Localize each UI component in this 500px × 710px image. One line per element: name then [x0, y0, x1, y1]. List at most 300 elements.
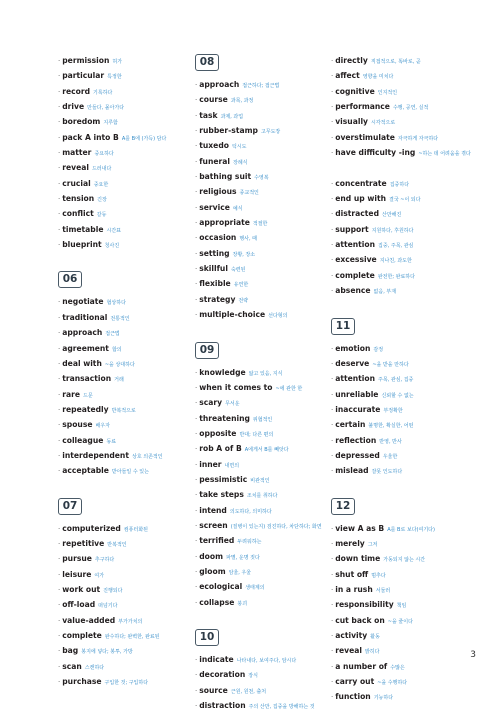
vocab-meaning: 적절한: [252, 221, 268, 228]
vocab-meaning: 기능하다: [373, 695, 394, 702]
bullet-icon: ·: [195, 552, 198, 561]
bullet-icon: ·: [195, 491, 198, 500]
vocab-item: [331, 127, 491, 142]
vocab-item: [195, 695, 327, 710]
bullet-icon: ·: [58, 539, 61, 548]
bullet-icon: ·: [195, 96, 198, 105]
vocab-word: repetitive: [62, 538, 105, 548]
vocab-word: threatening: [199, 413, 250, 423]
bullet-icon: ·: [58, 195, 61, 204]
vocab-word: directly: [335, 56, 368, 65]
vocab-meaning: 인지적인: [377, 89, 398, 96]
vocab-meaning: 반영, 반사: [379, 438, 402, 445]
bullet-icon: ·: [331, 225, 334, 234]
vocab-list: [58, 291, 180, 475]
bullet-icon: ·: [58, 225, 61, 234]
vocab-word: when it comes to: [199, 382, 273, 392]
vocab-meaning: 허가: [112, 59, 123, 65]
vocab-word: rob A of B: [199, 444, 242, 454]
vocab-word: reveal: [335, 646, 362, 656]
bullet-icon: ·: [195, 475, 198, 484]
vocab-item: [58, 399, 180, 414]
bullet-icon: ·: [331, 405, 334, 414]
vocab-word: terrified: [199, 536, 235, 546]
vocab-meaning: 의도하다, 의미하다: [229, 508, 272, 515]
vocab-item: [331, 430, 491, 445]
vocab-item: [195, 546, 327, 561]
vocab-meaning: 장례식: [232, 159, 248, 166]
vocab-list: [331, 518, 491, 702]
vocab-item: [331, 173, 491, 188]
vocab-meaning: 그저: [367, 541, 378, 548]
vocab-meaning: 반복적으로: [111, 407, 136, 414]
vocab-word: complete: [62, 631, 102, 640]
vocab-word: unreliable: [335, 389, 379, 399]
vocab-word: affect: [335, 71, 360, 81]
vocab-meaning: 유연한: [233, 282, 249, 289]
vocab-item: [195, 392, 327, 407]
bullet-icon: ·: [195, 521, 198, 530]
vocab-meaning: 시간표: [106, 227, 121, 234]
bullet-icon: ·: [331, 451, 334, 460]
bullet-icon: ·: [195, 127, 198, 136]
vocab-list: [58, 518, 180, 687]
vocab-list: [331, 338, 491, 476]
bullet-icon: ·: [331, 601, 334, 610]
vocab-word: attention: [335, 374, 376, 384]
bullet-icon: ·: [331, 693, 334, 702]
bullet-icon: ·: [195, 173, 198, 182]
bullet-icon: ·: [195, 567, 198, 576]
vocab-item: [58, 564, 180, 579]
vocab-meaning: 장식: [248, 673, 258, 680]
vocab-item: [195, 484, 327, 499]
vocab-item: [195, 227, 327, 242]
vocab-meaning: 긴장: [97, 197, 107, 204]
vocab-word: activity: [335, 631, 368, 640]
bullet-icon: ·: [331, 271, 334, 280]
vocab-word: ecological: [199, 582, 243, 592]
bullet-icon: ·: [331, 616, 334, 625]
vocab-meaning: 전통적인: [110, 315, 130, 322]
vocab-word: religious: [199, 187, 237, 197]
vocab-item: [58, 96, 180, 111]
bullet-icon: ·: [195, 295, 198, 304]
bullet-icon: ·: [331, 436, 334, 445]
vocab-word: deal with: [62, 358, 102, 368]
vocab-word: decoration: [199, 670, 246, 680]
vocab-word: record: [62, 86, 91, 96]
vocab-meaning: ~에 관한 한: [275, 385, 303, 392]
bullet-icon: ·: [58, 118, 61, 127]
vocab-meaning: 장황, 장소: [232, 251, 256, 258]
column-1: [58, 50, 180, 686]
vocab-meaning: 만들다, 몰아가다: [87, 105, 125, 112]
bullet-icon: ·: [58, 72, 61, 81]
vocab-meaning: 배우자: [95, 423, 110, 430]
vocab-word: excessive: [335, 255, 377, 265]
vocab-meaning: 수많은: [390, 664, 405, 671]
vocab-word: absence: [335, 286, 371, 296]
vocab-item: [195, 649, 327, 664]
vocab-item: [331, 610, 491, 625]
section-06: [58, 267, 180, 475]
bullet-icon: ·: [331, 632, 334, 640]
bullet-icon: ·: [195, 157, 198, 166]
vocab-word: distracted: [335, 209, 380, 219]
vocab-item: [195, 423, 327, 438]
section-continued: [331, 50, 491, 296]
vocab-item: [58, 610, 180, 625]
vocab-meaning: 드러내다: [91, 166, 112, 173]
section-number: 06: [58, 271, 82, 288]
vocab-meaning: 파멸, 운명 짓다: [226, 554, 260, 561]
vocab-item: [331, 564, 491, 579]
vocab-meaning: 동료: [106, 438, 117, 445]
bullet-icon: ·: [58, 570, 61, 579]
section-number: 10: [195, 629, 219, 646]
vocab-word: reflection: [335, 435, 377, 445]
vocab-word: merely: [335, 538, 365, 548]
bullet-icon: ·: [58, 421, 61, 430]
vocab-item: [331, 111, 491, 126]
bullet-icon: ·: [195, 203, 198, 212]
vocab-word: screen: [199, 520, 228, 530]
vocab-item: [331, 579, 491, 594]
bullet-icon: ·: [331, 375, 334, 384]
bullet-icon: ·: [58, 103, 61, 112]
vocab-item: [331, 686, 491, 701]
bullet-icon: ·: [58, 298, 61, 307]
vocab-meaning: 접근법: [105, 331, 120, 338]
vocab-meaning: 밝히다: [364, 649, 380, 656]
bullet-icon: ·: [58, 585, 61, 594]
vocab-item: [195, 680, 327, 695]
section-07: [58, 494, 180, 687]
vocab-meaning: 컴퓨터화된: [123, 526, 148, 533]
vocab-item: [195, 135, 327, 150]
vocab-word: traditional: [62, 312, 108, 322]
vocab-word: shut off: [335, 569, 369, 579]
vocab-item: [195, 592, 327, 607]
vocab-meaning: 신뢰할 수 없는: [381, 392, 414, 399]
vocab-item: [58, 414, 180, 429]
vocab-word: pursue: [62, 554, 92, 564]
vocab-meaning: 중요하다: [94, 151, 114, 158]
vocab-item: [331, 625, 491, 640]
vocab-word: doom: [199, 551, 224, 561]
vocab-meaning: 위협적인: [252, 416, 273, 423]
vocab-word: service: [199, 202, 230, 212]
vocab-item: [331, 234, 491, 249]
vocab-item: [195, 362, 327, 377]
vocab-meaning: 과제, 과업: [220, 113, 244, 120]
bullet-icon: ·: [58, 133, 61, 142]
bullet-icon: ·: [195, 265, 198, 274]
vocab-item: [58, 81, 180, 96]
vocab-item: [331, 533, 491, 548]
vocab-item: [331, 353, 491, 368]
vocab-meaning: 진행되다: [103, 587, 123, 594]
vocab-word: take steps: [199, 490, 244, 500]
vocab-word: permission: [62, 56, 110, 65]
vocab-word: drive: [62, 102, 85, 112]
vocab-item: [58, 234, 180, 249]
vocab-meaning: 주목, 관심, 집중: [378, 377, 414, 384]
bullet-icon: ·: [58, 436, 61, 445]
vocab-item: [331, 188, 491, 203]
bullet-icon: ·: [195, 368, 198, 377]
vocab-word: matter: [62, 148, 92, 158]
vocab-word: indicate: [199, 655, 234, 664]
vocab-list: [331, 50, 491, 296]
bullet-icon: ·: [58, 662, 61, 671]
vocab-item: [195, 515, 327, 530]
vocab-meaning: 종교적인: [239, 190, 259, 197]
vocab-item: [331, 157, 491, 172]
vocab-meaning: 행사, 때: [239, 236, 257, 243]
vocab-meaning: 우울한: [382, 453, 398, 460]
vocab-meaning: 드문: [83, 392, 93, 399]
bullet-icon: ·: [331, 344, 334, 353]
vocab-item: [58, 671, 180, 686]
vocab-meaning: 스캔하다: [84, 664, 105, 671]
vocab-word: skillful: [199, 264, 228, 274]
bullet-icon: ·: [331, 256, 334, 265]
vocab-item: [58, 173, 180, 188]
vocab-meaning: 기록하다: [93, 89, 113, 96]
bullet-icon: ·: [195, 656, 198, 664]
vocab-item: [331, 656, 491, 671]
vocab-item: [58, 594, 180, 609]
bullet-icon: ·: [195, 111, 198, 120]
vocab-word: depressed: [335, 450, 380, 460]
vocab-meaning: 시각적으로: [371, 120, 396, 127]
vocab-item: [195, 438, 327, 453]
bullet-icon: ·: [331, 118, 334, 127]
vocab-word: acceptable: [62, 466, 109, 476]
vocab-item: [195, 530, 327, 545]
vocab-word: emotion: [335, 343, 371, 353]
vocab-word: gloom: [199, 566, 226, 576]
bullet-icon: ·: [195, 506, 198, 515]
vocab-item: [58, 219, 180, 234]
bullet-icon: ·: [58, 179, 61, 188]
bullet-icon: ·: [58, 313, 61, 322]
vocab-word: scary: [199, 398, 223, 408]
vocab-word: pessimistic: [199, 474, 248, 484]
vocab-meaning: 직접적으로, 똑바로, 곧: [370, 59, 421, 65]
vocab-word: a number of: [335, 661, 388, 671]
vocab-meaning: 나타내다, 보여주다, 암시다: [236, 658, 297, 664]
bullet-icon: ·: [195, 702, 198, 710]
vocab-item: [331, 368, 491, 383]
bullet-icon: ·: [331, 103, 334, 112]
vocab-meaning: 봉지에 넣다; 봉투, 가방: [81, 649, 133, 656]
vocab-word: negotiate: [62, 297, 104, 307]
vocab-meaning: 여가: [94, 572, 105, 579]
vocab-item: [58, 445, 180, 460]
bullet-icon: ·: [195, 429, 198, 438]
column-3: [331, 50, 491, 702]
vocab-item: [58, 533, 180, 548]
bullet-icon: ·: [58, 390, 61, 399]
vocab-item: [331, 594, 491, 609]
vocab-item: [195, 289, 327, 304]
vocab-item: [331, 265, 491, 280]
vocab-word: complete: [335, 270, 375, 280]
vocab-meaning: 부가가치의: [118, 618, 143, 625]
vocab-meaning: 부정확한: [383, 407, 403, 414]
bullet-icon: ·: [331, 210, 334, 219]
vocab-word: purchase: [62, 677, 102, 687]
vocab-item: [331, 399, 491, 414]
bullet-icon: ·: [58, 467, 61, 476]
bullet-icon: ·: [195, 234, 198, 243]
vocab-meaning: 턱시도: [231, 144, 247, 151]
vocab-meaning: 전략: [238, 297, 249, 304]
vocab-meaning: 주의 산만, 집중을 방해하는 것: [248, 704, 315, 710]
bullet-icon: ·: [195, 311, 198, 320]
vocab-word: tension: [62, 194, 95, 204]
vocab-meaning: 갈등: [96, 212, 107, 219]
bullet-icon: ·: [331, 149, 334, 158]
vocab-word: task: [199, 110, 218, 120]
vocab-meaning: 산만해진: [382, 212, 402, 219]
vocab-meaning: 책임: [396, 603, 407, 610]
vocab-word: cognitive: [335, 86, 375, 96]
vocab-word: approach: [62, 328, 103, 338]
vocab-item: [58, 384, 180, 399]
vocab-item: [58, 579, 180, 594]
vocab-word: conflict: [62, 209, 94, 219]
bullet-icon: ·: [195, 81, 198, 89]
vocab-item: [58, 656, 180, 671]
vocab-meaning: 조치를 취하다: [246, 493, 278, 500]
vocab-item: [331, 65, 491, 80]
vocab-meaning: 반대; 다른 편의: [239, 431, 274, 438]
vocab-item: [195, 454, 327, 469]
vocab-word: value-added: [62, 615, 116, 625]
vocab-word: timetable: [62, 224, 104, 234]
vocab-meaning: 잘못 인도하다: [371, 469, 403, 476]
bullet-icon: ·: [331, 179, 334, 188]
vocab-meaning: 과목, 과정: [230, 98, 254, 105]
vocab-word: overstimulate: [335, 132, 395, 142]
vocab-list: [195, 74, 327, 320]
vocab-item: [195, 273, 327, 288]
vocab-item: [58, 368, 180, 383]
vocab-meaning: ~을 상대하다: [104, 361, 135, 368]
bullet-icon: ·: [195, 686, 198, 695]
vocab-word: carry out: [335, 677, 375, 687]
bullet-icon: ·: [58, 344, 61, 353]
bullet-icon: ·: [331, 87, 334, 96]
vocab-word: in a rush: [335, 584, 373, 594]
vocab-word: deserve: [335, 358, 370, 368]
vocab-item: [331, 445, 491, 460]
vocab-item: [195, 408, 327, 423]
vocab-meaning: 무서운: [225, 401, 240, 408]
section-number: 12: [331, 498, 355, 515]
vocab-item: [195, 74, 327, 89]
bullet-icon: ·: [195, 249, 198, 258]
vocab-meaning: 추구하다: [94, 557, 115, 564]
vocab-meaning: 암울, 우울: [228, 569, 252, 576]
vocab-meaning: 앎고 있음, 지식: [248, 370, 283, 377]
section-number: 09: [195, 342, 219, 359]
vocab-meaning: 지나친, 과도한: [379, 258, 412, 265]
bullet-icon: ·: [58, 451, 61, 460]
vocab-word: visually: [335, 117, 368, 127]
vocab-meaning: 접근하다; 접근법: [242, 83, 280, 89]
vocab-word: course: [199, 95, 228, 105]
vocab-item: [58, 127, 180, 142]
vocab-word: crucial: [62, 178, 91, 188]
vocab-word: rubber-stamp: [199, 126, 258, 136]
vocab-word: rare: [62, 389, 80, 399]
vocab-meaning: A를 B에 (가득) 담다: [121, 135, 167, 142]
vocab-meaning: 지루함: [103, 120, 118, 127]
vocab-meaning: 예식: [232, 205, 243, 212]
vocab-word: bag: [62, 646, 79, 656]
bullet-icon: ·: [331, 287, 334, 296]
vocab-meaning: 협상하다: [106, 300, 126, 307]
bullet-icon: ·: [331, 241, 334, 250]
vocab-meaning: 결국 ~이 되다: [389, 197, 421, 204]
bullet-icon: ·: [195, 280, 198, 289]
vocab-item: [331, 640, 491, 655]
bullet-icon: ·: [331, 467, 334, 476]
page-number: 3: [470, 650, 476, 660]
vocab-item: [331, 50, 491, 65]
vocab-meaning: 활동: [370, 634, 380, 640]
vocab-item: [195, 166, 327, 181]
vocab-meaning: 수행, 공연, 실적: [392, 105, 429, 112]
bullet-icon: ·: [58, 375, 61, 384]
vocab-item: [331, 414, 491, 429]
vocab-meaning: 완전한; 완료하다: [377, 273, 415, 280]
bullet-icon: ·: [58, 329, 61, 338]
bullet-icon: ·: [58, 616, 61, 625]
vocab-item: [331, 249, 491, 264]
vocab-item: [195, 561, 327, 576]
vocab-word: knowledge: [199, 367, 246, 377]
bullet-icon: ·: [331, 555, 334, 564]
bullet-icon: ·: [58, 57, 61, 65]
vocab-word: opposite: [199, 428, 237, 438]
vocab-item: [331, 219, 491, 234]
bullet-icon: ·: [195, 219, 198, 228]
bullet-icon: ·: [331, 72, 334, 81]
vocab-item: [58, 65, 180, 80]
bullet-icon: ·: [331, 57, 334, 65]
vocab-item: [58, 338, 180, 353]
vocab-meaning: 떠넘기다: [98, 603, 118, 610]
vocab-meaning: 구입한 것; 구입하다: [104, 680, 149, 687]
bullet-icon: ·: [58, 405, 61, 414]
vocab-item: [195, 181, 327, 196]
vocab-item: [331, 671, 491, 686]
vocab-meaning: 감정: [373, 346, 384, 353]
vocab-word: pack A into B: [62, 132, 119, 142]
vocab-word: down time: [335, 554, 381, 564]
vocab-word: flexible: [199, 279, 231, 289]
vocab-word: have difficulty -ing: [335, 148, 416, 158]
vocab-word: function: [335, 692, 371, 702]
vocab-item: [331, 518, 491, 533]
vocab-meaning: 두려워하는: [237, 539, 262, 546]
